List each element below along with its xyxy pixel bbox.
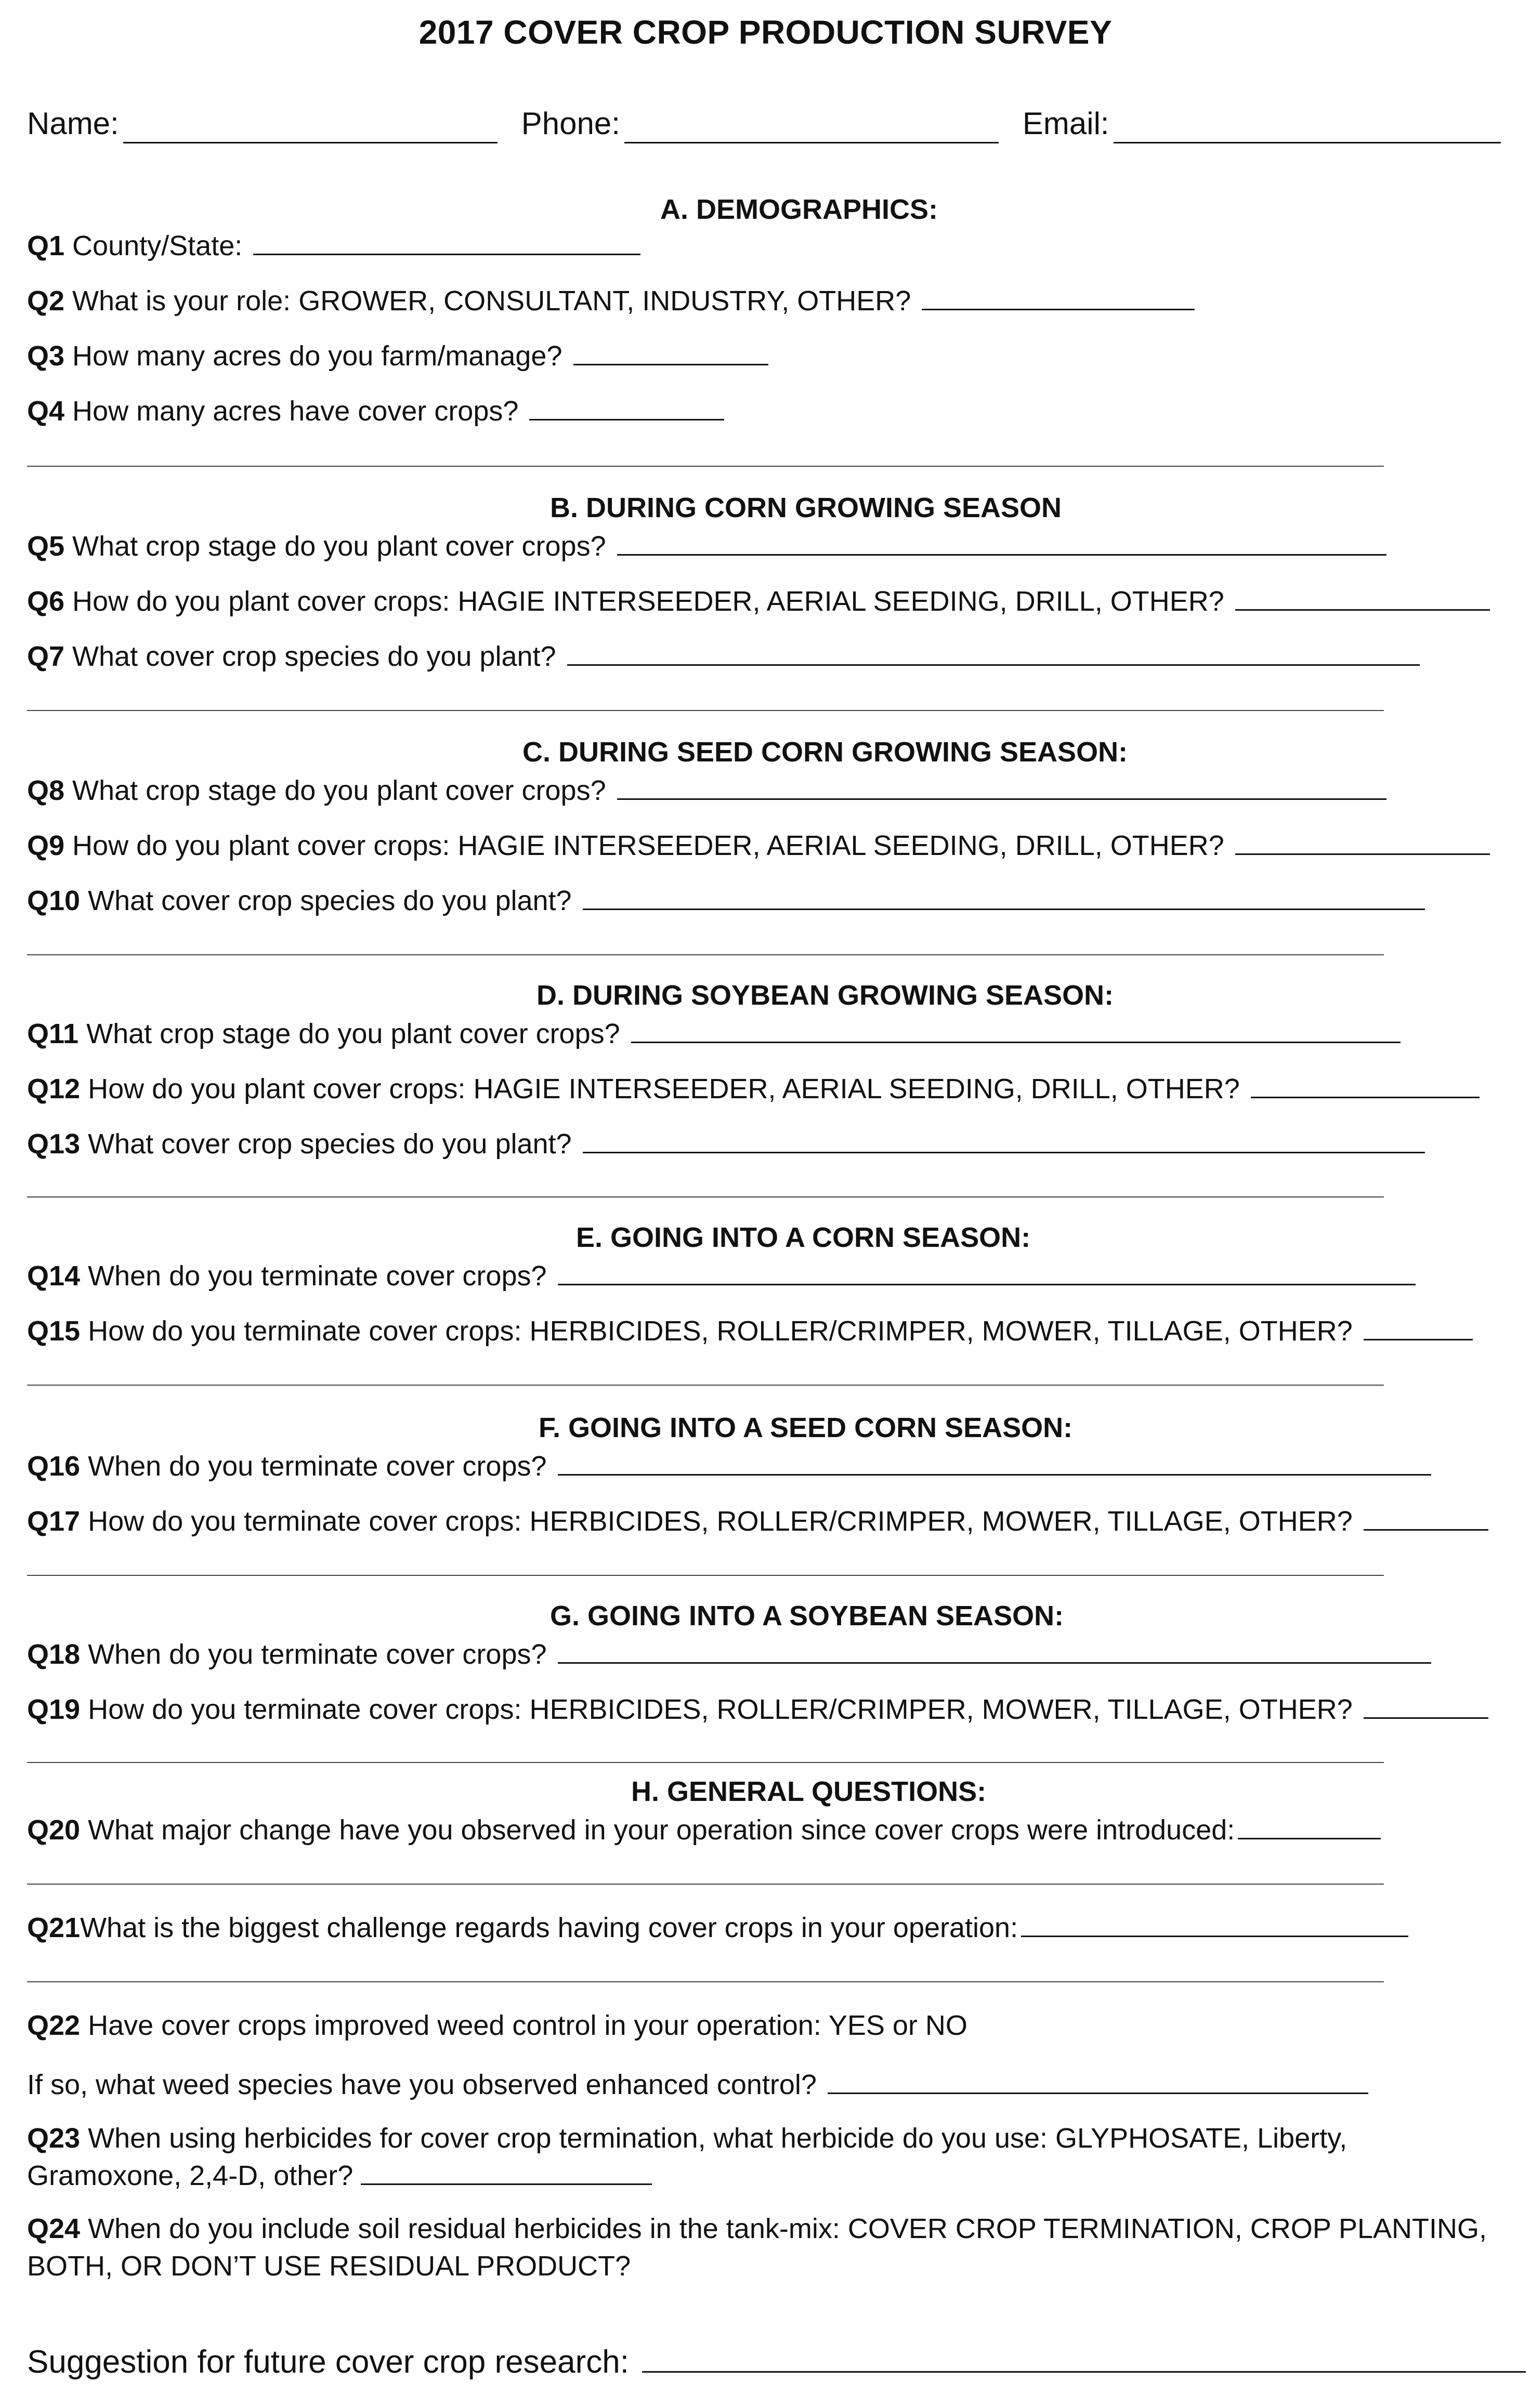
answer-line[interactable]	[922, 284, 1195, 310]
question-7	[27, 638, 1420, 675]
question-number: Q23	[27, 2123, 81, 2154]
question-23	[27, 2120, 1503, 2194]
question-8	[27, 772, 1386, 809]
email-field[interactable]	[1114, 112, 1501, 143]
answer-line[interactable]	[1235, 584, 1490, 611]
answer-line[interactable]	[1238, 1813, 1381, 1839]
question-11	[27, 1016, 1401, 1052]
question-text: What cover crop species do you plant?	[80, 1128, 580, 1160]
question-12	[27, 1071, 1480, 1107]
question-text: How do you terminate cover crops: HERBICIDES, ROLLER/CRIMPER, MOWER, TILLAGE, OTHER?	[80, 1506, 1360, 1537]
question-text: What is your role: GROWER, CONSULTANT, INDUSTRY, OTHER?	[64, 285, 919, 317]
question-text: How do you plant cover crops: HAGIE INTERSEEDER, AERIAL SEEDING, DRILL, OTHER?	[64, 830, 1232, 861]
question-number: Q3	[27, 340, 65, 372]
question-9	[27, 827, 1490, 864]
question-24	[27, 2210, 1503, 2285]
section-e-heading: E. GOING INTO A CORN SEASON:	[576, 1222, 1031, 1253]
name-label: Name:	[27, 106, 119, 141]
question-number: Q7	[27, 641, 65, 672]
question-number: Q13	[27, 1128, 81, 1160]
answer-line[interactable]	[1364, 1314, 1473, 1340]
answer-line[interactable]	[361, 2159, 652, 2185]
section-divider	[27, 710, 1384, 711]
question-13	[27, 1126, 1425, 1162]
suggestion-row	[27, 2341, 1526, 2383]
question-4	[27, 393, 724, 429]
question-text: How many acres do you farm/manage?	[64, 340, 570, 372]
question-text: What cover crop species do you plant?	[80, 885, 580, 916]
contact-row	[27, 102, 1510, 143]
suggestion-field[interactable]	[642, 2342, 1526, 2373]
name-group	[27, 104, 498, 143]
question-text: County/State:	[64, 230, 251, 261]
question-number: Q12	[27, 1073, 81, 1104]
question-6	[27, 583, 1490, 620]
email-group	[1023, 104, 1501, 143]
question-text: What crop stage do you plant cover crops?	[64, 531, 614, 562]
question-number: Q15	[27, 1315, 81, 1347]
question-number: Q11	[27, 1018, 79, 1049]
question-number: Q10	[27, 885, 81, 916]
question-21	[27, 1910, 1408, 1946]
section-b-heading: B. DURING CORN GROWING SEASON	[550, 492, 1062, 523]
question-number: Q18	[27, 1639, 81, 1670]
question-3	[27, 338, 768, 374]
answer-line[interactable]	[567, 639, 1420, 666]
question-number: Q1	[27, 230, 65, 261]
question-16	[27, 1448, 1431, 1484]
question-1	[27, 228, 640, 264]
question-text: How many acres have cover crops?	[64, 396, 527, 427]
question-text: What major change have you observed in your operation since cover crops were introduced:	[80, 1814, 1235, 1846]
question-number: Q5	[27, 531, 65, 562]
question-text: Have cover crops improved weed control in your operation: YES or NO	[80, 2010, 967, 2041]
answer-line[interactable]	[583, 1127, 1425, 1153]
section-g-heading: G. GOING INTO A SOYBEAN SEASON:	[550, 1600, 1064, 1631]
question-17	[27, 1503, 1488, 1539]
question-number: Q14	[27, 1260, 81, 1292]
question-number: Q16	[27, 1451, 81, 1482]
question-number: Q24	[27, 2213, 81, 2244]
answer-line[interactable]	[253, 229, 640, 255]
question-number: Q6	[27, 586, 65, 617]
section-divider	[27, 954, 1384, 955]
question-number: Q4	[27, 396, 65, 427]
phone-label: Phone:	[521, 106, 620, 141]
phone-group	[521, 104, 999, 143]
answer-line[interactable]	[573, 339, 768, 365]
question-number: Q22	[27, 2010, 81, 2041]
answer-line[interactable]	[1021, 1911, 1408, 1937]
question-text: If so, what weed species have you observed enhanced control?	[27, 2069, 825, 2100]
question-22	[27, 2007, 967, 2044]
question-text: How do you plant cover crops: HAGIE INTERSEEDER, AERIAL SEEDING, DRILL, OTHER?	[80, 1073, 1248, 1104]
section-h-heading: H. GENERAL QUESTIONS:	[631, 1776, 987, 1807]
answer-line[interactable]	[558, 1259, 1416, 1285]
question-number: Q8	[27, 775, 65, 806]
question-text: What crop stage do you plant cover crops?	[78, 1018, 628, 1049]
question-text: How do you terminate cover crops: HERBICIDES, ROLLER/CRIMPER, MOWER, TILLAGE, OTHER?	[80, 1315, 1360, 1347]
answer-line[interactable]	[558, 1449, 1431, 1476]
section-divider	[27, 1762, 1384, 1763]
answer-line[interactable]	[583, 884, 1425, 910]
answer-line[interactable]	[828, 2068, 1368, 2094]
answer-continuation-line[interactable]	[27, 1981, 1384, 1982]
answer-line[interactable]	[529, 394, 724, 420]
section-divider	[27, 1385, 1384, 1386]
question-18	[27, 1636, 1431, 1673]
section-divider	[27, 1575, 1384, 1576]
answer-line[interactable]	[1364, 1504, 1488, 1531]
question-text: What crop stage do you plant cover crops?	[64, 775, 614, 806]
section-divider	[27, 1196, 1384, 1198]
suggestion-label: Suggestion for future cover crop research:	[27, 2344, 638, 2380]
answer-line[interactable]	[617, 529, 1386, 556]
answer-line[interactable]	[617, 773, 1386, 800]
question-19	[27, 1691, 1488, 1728]
answer-continuation-line[interactable]	[27, 1884, 1384, 1885]
question-number: Q19	[27, 1694, 81, 1725]
question-text: When do you include soil residual herbicides in the tank-mix: COVER CROP TERMINATION, CROP PLANTING, BOTH, OR DON’T USE RESIDUAL PRODUCT?	[27, 2213, 1487, 2282]
question-text: What cover crop species do you plant?	[64, 641, 564, 672]
email-label: Email:	[1022, 106, 1109, 141]
question-number: Q9	[27, 830, 65, 861]
question-text: When using herbicides for cover crop termination, what herbicide do you use: GLYPHOSATE, Liberty, Gramoxone, 2,4-D, other?	[27, 2123, 1347, 2191]
question-number: Q2	[27, 285, 65, 317]
question-14	[27, 1258, 1416, 1294]
question-10	[27, 883, 1425, 919]
name-field[interactable]	[123, 112, 498, 143]
question-20	[27, 1812, 1381, 1848]
question-text: What is the biggest challenge regards having cover crops in your operation:	[80, 1912, 1018, 1943]
question-number: Q21	[27, 1912, 81, 1943]
question-text: When do you terminate cover crops?	[80, 1451, 555, 1482]
answer-line[interactable]	[558, 1637, 1431, 1664]
question-22-followup	[27, 2067, 1368, 2103]
question-15	[27, 1313, 1473, 1349]
question-5	[27, 528, 1386, 564]
answer-line[interactable]	[1235, 828, 1490, 855]
question-text: How do you plant cover crops: HAGIE INTERSEEDER, AERIAL SEEDING, DRILL, OTHER?	[64, 586, 1232, 617]
question-2	[27, 283, 1195, 319]
answer-line[interactable]	[631, 1017, 1401, 1043]
section-d-heading: D. DURING SOYBEAN GROWING SEASON:	[536, 980, 1114, 1011]
answer-line[interactable]	[1251, 1072, 1480, 1098]
answer-line[interactable]	[1364, 1692, 1488, 1719]
question-text: When do you terminate cover crops?	[80, 1639, 555, 1670]
question-number: Q20	[27, 1814, 81, 1846]
question-text: How do you terminate cover crops: HERBICIDES, ROLLER/CRIMPER, MOWER, TILLAGE, OTHER?	[80, 1694, 1360, 1725]
phone-field[interactable]	[624, 112, 999, 143]
section-c-heading: C. DURING SEED CORN GROWING SEASON:	[522, 736, 1128, 768]
section-divider	[27, 466, 1384, 467]
question-number: Q17	[27, 1506, 81, 1537]
survey-title: 2017 COVER CROP PRODUCTION SURVEY	[418, 14, 1113, 51]
section-a-heading: A. DEMOGRAPHICS:	[660, 194, 938, 225]
question-text: When do you terminate cover crops?	[80, 1260, 555, 1292]
section-f-heading: F. GOING INTO A SEED CORN SEASON:	[539, 1412, 1073, 1443]
